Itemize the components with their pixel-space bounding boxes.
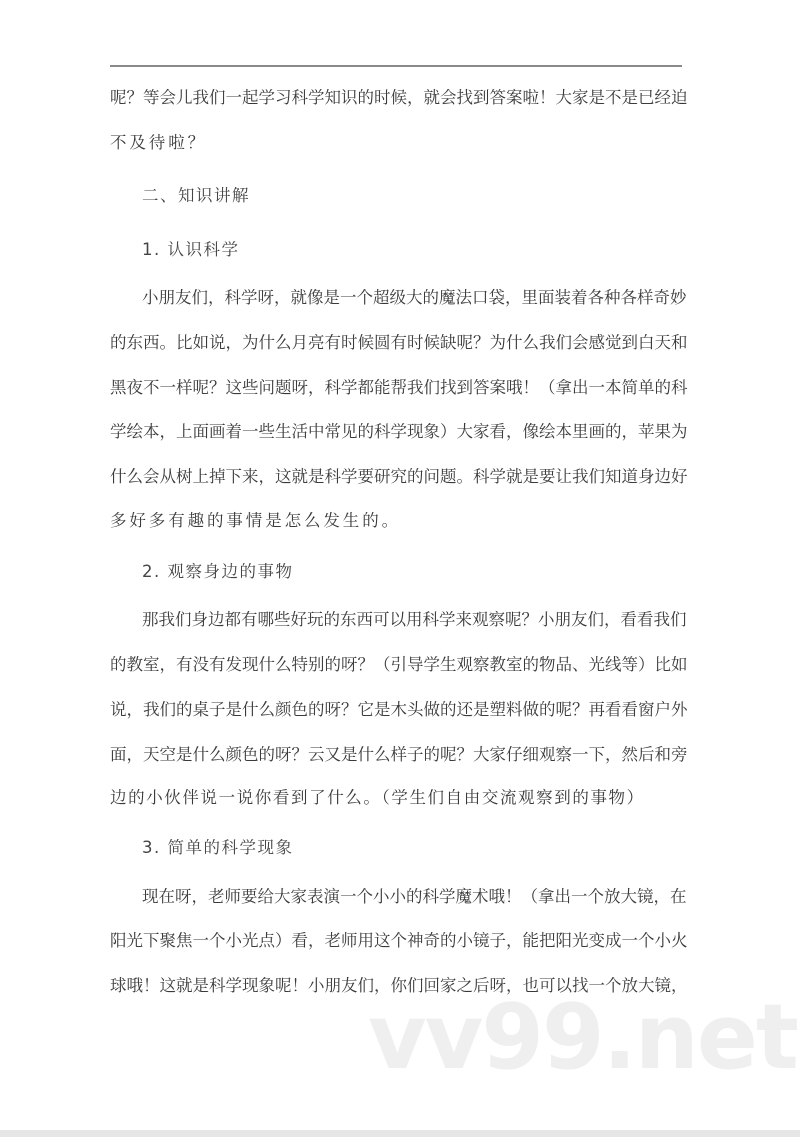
paragraph-line: 小朋友们，科学呀，就像是一个超级大的魔法口袋，里面装着各种各样奇妙 bbox=[142, 288, 687, 307]
paragraph-line: 的东西。比如说，为什么月亮有时候圆有时候缺呢？为什么我们会感觉到白天和 bbox=[110, 333, 688, 352]
paragraph-line: 那我们身边都有哪些好玩的东西可以用科学来观察呢？小朋友们，看看我们 bbox=[142, 610, 687, 629]
paragraph-line: 多好多有趣的事情是怎么发生的。 bbox=[110, 511, 401, 530]
subsection-heading: 1. 认识科学 bbox=[142, 240, 240, 259]
paragraph-line: 边的小伙伴说一说你看到了什么。（学生们自由交流观察到的事物） bbox=[110, 788, 645, 807]
subsection-heading: 3. 简单的科学现象 bbox=[142, 838, 294, 857]
paragraph-line: 阳光下聚焦一个小光点）看，老师用这个神奇的小镜子，能把阳光变成一个小火 bbox=[110, 931, 688, 950]
paragraph-line: 黑夜不一样呢？这些问题呀，科学都能帮我们找到答案哦！（拿出一本简单的科 bbox=[110, 378, 688, 397]
paragraph-line: 说，我们的桌子是什么颜色的呀？它是木头做的还是塑料做的呢？再看看窗户外 bbox=[110, 700, 688, 719]
section-title: 二、知识讲解 bbox=[142, 186, 250, 205]
header-rule bbox=[110, 65, 682, 67]
paragraph-line: 球哦！这就是科学现象呢！小朋友们，你们回家之后呀，也可以找一个放大镜， bbox=[110, 976, 688, 995]
intro-line: 呢？等会儿我们一起学习科学知识的时候，就会找到答案啦！大家是不是已经迫 bbox=[110, 88, 688, 107]
subsection-heading: 2. 观察身边的事物 bbox=[142, 562, 294, 581]
page-bottom-edge bbox=[0, 1130, 800, 1137]
watermark: vv99.net bbox=[368, 985, 797, 1090]
intro-line: 不及待啦？ bbox=[110, 133, 207, 152]
paragraph-line: 的教室，有没有发现什么特别的呀？（引导学生观察教室的物品、光线等）比如 bbox=[110, 655, 688, 674]
paragraph-line: 什么会从树上掉下来，这就是科学要研究的问题。科学就是要让我们知道身边好 bbox=[110, 467, 688, 486]
paragraph-line: 面，天空是什么颜色的呀？云又是什么样子的呢？大家仔细观察一下，然后和旁 bbox=[110, 745, 688, 764]
paragraph-line: 学绘本，上面画着一些生活中常见的科学现象）大家看，像绘本里画的，苹果为 bbox=[110, 422, 688, 441]
paragraph-line: 现在呀，老师要给大家表演一个小小的科学魔术哦！（拿出一个放大镜，在 bbox=[142, 887, 687, 906]
